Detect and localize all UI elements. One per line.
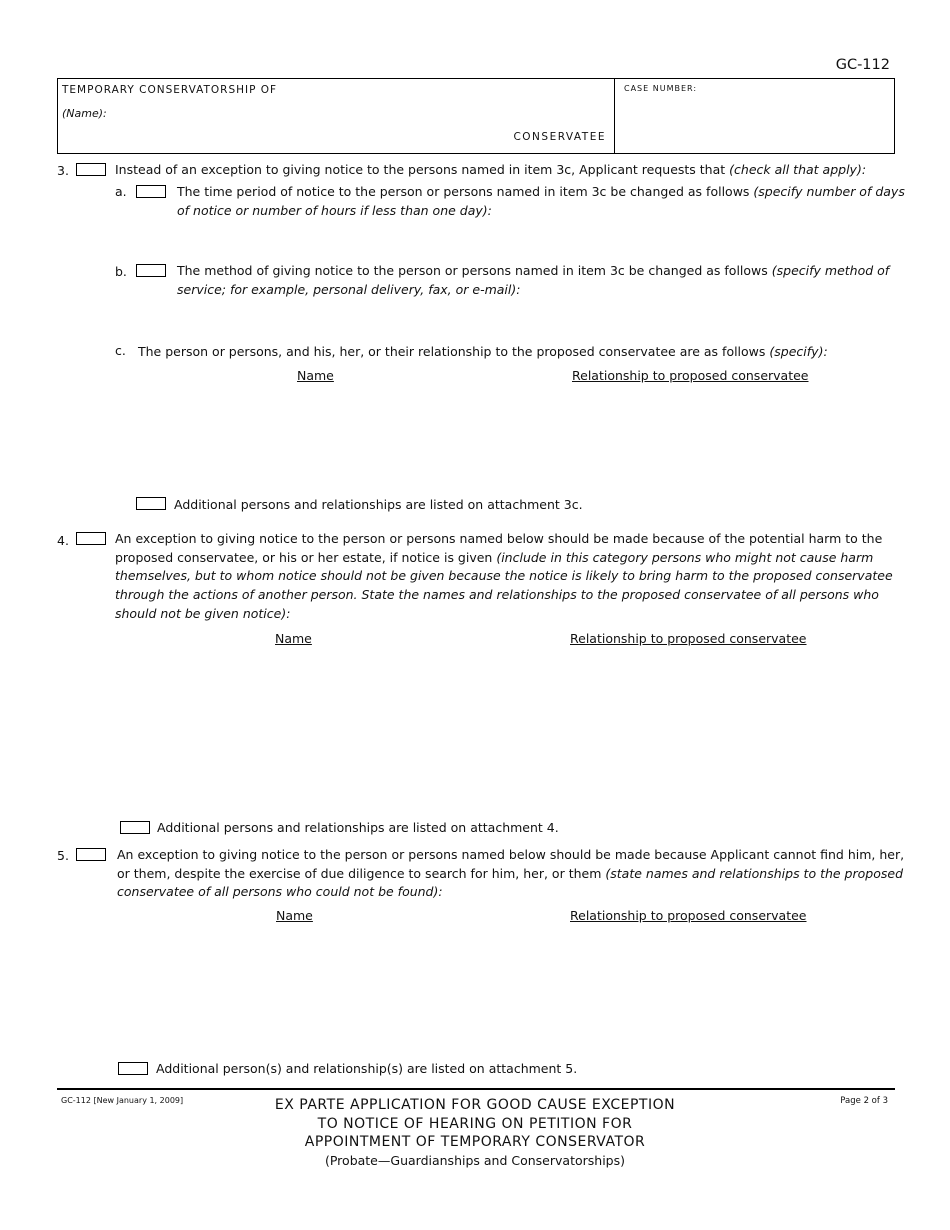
item-3a-checkbox[interactable] [136, 185, 166, 198]
item-3b-checkbox[interactable] [136, 264, 166, 277]
footer-divider [57, 1088, 895, 1090]
item-5-col-relationship: Relationship to proposed conservatee [570, 908, 807, 923]
footer-title-line-3: APPOINTMENT OF TEMPORARY CONSERVATOR [304, 1134, 646, 1150]
item-5-attachment-text: Additional person(s) and relationship(s) are listed on attachment 5. [156, 1061, 578, 1076]
item-4-attachment-text: Additional persons and relationships are listed on attachment 4. [157, 820, 559, 835]
item-3a-text: The time period of notice to the person or persons named in item 3c be changed as follows (specify number of days of notice or number of hours if less than one day): [177, 184, 905, 218]
item-4-attachment-checkbox[interactable] [120, 821, 150, 834]
item-5-attachment-checkbox[interactable] [118, 1062, 148, 1075]
item-4-col-relationship: Relationship to proposed conservatee [570, 631, 807, 646]
item-4-text: An exception to giving notice to the person or persons named below should be made because of the potential harm to the proposed conservatee, or his or her estate, if notice is given (include in this category persons who might not cause harm themselves, but to whom notice should not be given because the notice is likely to bring harm to the proposed conservatee through the actions of another person. State the names and relationships to the proposed conservatee of all persons who should not be given notice): [115, 531, 893, 621]
item-4-number: 4. [57, 533, 69, 548]
item-3a-letter: a. [115, 184, 127, 199]
name-label: (Name): [62, 107, 107, 120]
item-5-number: 5. [57, 848, 69, 863]
item-5-col-name: Name [276, 908, 313, 923]
item-4-checkbox[interactable] [76, 532, 106, 545]
item-3c-text: The person or persons, and his, her, or their relationship to the proposed conservatee are as follows (specify): [138, 344, 828, 359]
item-3b-text: The method of giving notice to the person or persons named in item 3c be changed as follows (specify method of service; for example, personal delivery, fax, or e-mail): [177, 263, 890, 297]
item-3-checkbox[interactable] [76, 163, 106, 176]
item-4-col-name: Name [275, 631, 312, 646]
conservatee-caption-cell [58, 79, 615, 153]
form-number: GC-112 [835, 57, 890, 73]
item-3c-letter: c. [115, 343, 126, 358]
case-number-label: CASE NUMBER: [624, 84, 698, 93]
footer-title-line-2: TO NOTICE OF HEARING ON PETITION FOR [317, 1115, 633, 1132]
item-3b-letter: b. [115, 264, 127, 279]
footer-page-number: Page 2 of 3 [840, 1096, 888, 1106]
caption-title: TEMPORARY CONSERVATORSHIP OF [62, 84, 278, 96]
footer-title-line-1: EX PARTE APPLICATION FOR GOOD CAUSE EXCEPTION [274, 1097, 676, 1113]
item-3-number: 3. [57, 163, 69, 178]
item-3-intro: Instead of an exception to giving notice to the persons named in item 3c, Applicant requests that (check all that apply): [115, 162, 867, 177]
conservatee-label: CONSERVATEE [513, 131, 606, 143]
item-5-checkbox[interactable] [76, 848, 106, 861]
footer-form-title [0, 1096, 950, 1170]
item-3c-attachment-checkbox[interactable] [136, 497, 166, 510]
item-3c-attachment-text: Additional persons and relationships are listed on attachment 3c. [174, 497, 583, 512]
footer-subtitle: (Probate—Guardianships and Conservatorships) [324, 1152, 625, 1168]
footer-revision: GC-112 [New January 1, 2009] [61, 1096, 184, 1105]
item-5-text: An exception to giving notice to the person or persons named below should be made because Applicant cannot find him, her, or them, despite the exercise of due diligence to search for him, her, or them (state names and relationships to the proposed conservatee of all persons who could not be found): [117, 847, 905, 900]
item-3-col-name: Name [297, 368, 334, 383]
caption-header [57, 78, 895, 154]
item-3-col-relationship: Relationship to proposed conservatee [572, 368, 809, 383]
